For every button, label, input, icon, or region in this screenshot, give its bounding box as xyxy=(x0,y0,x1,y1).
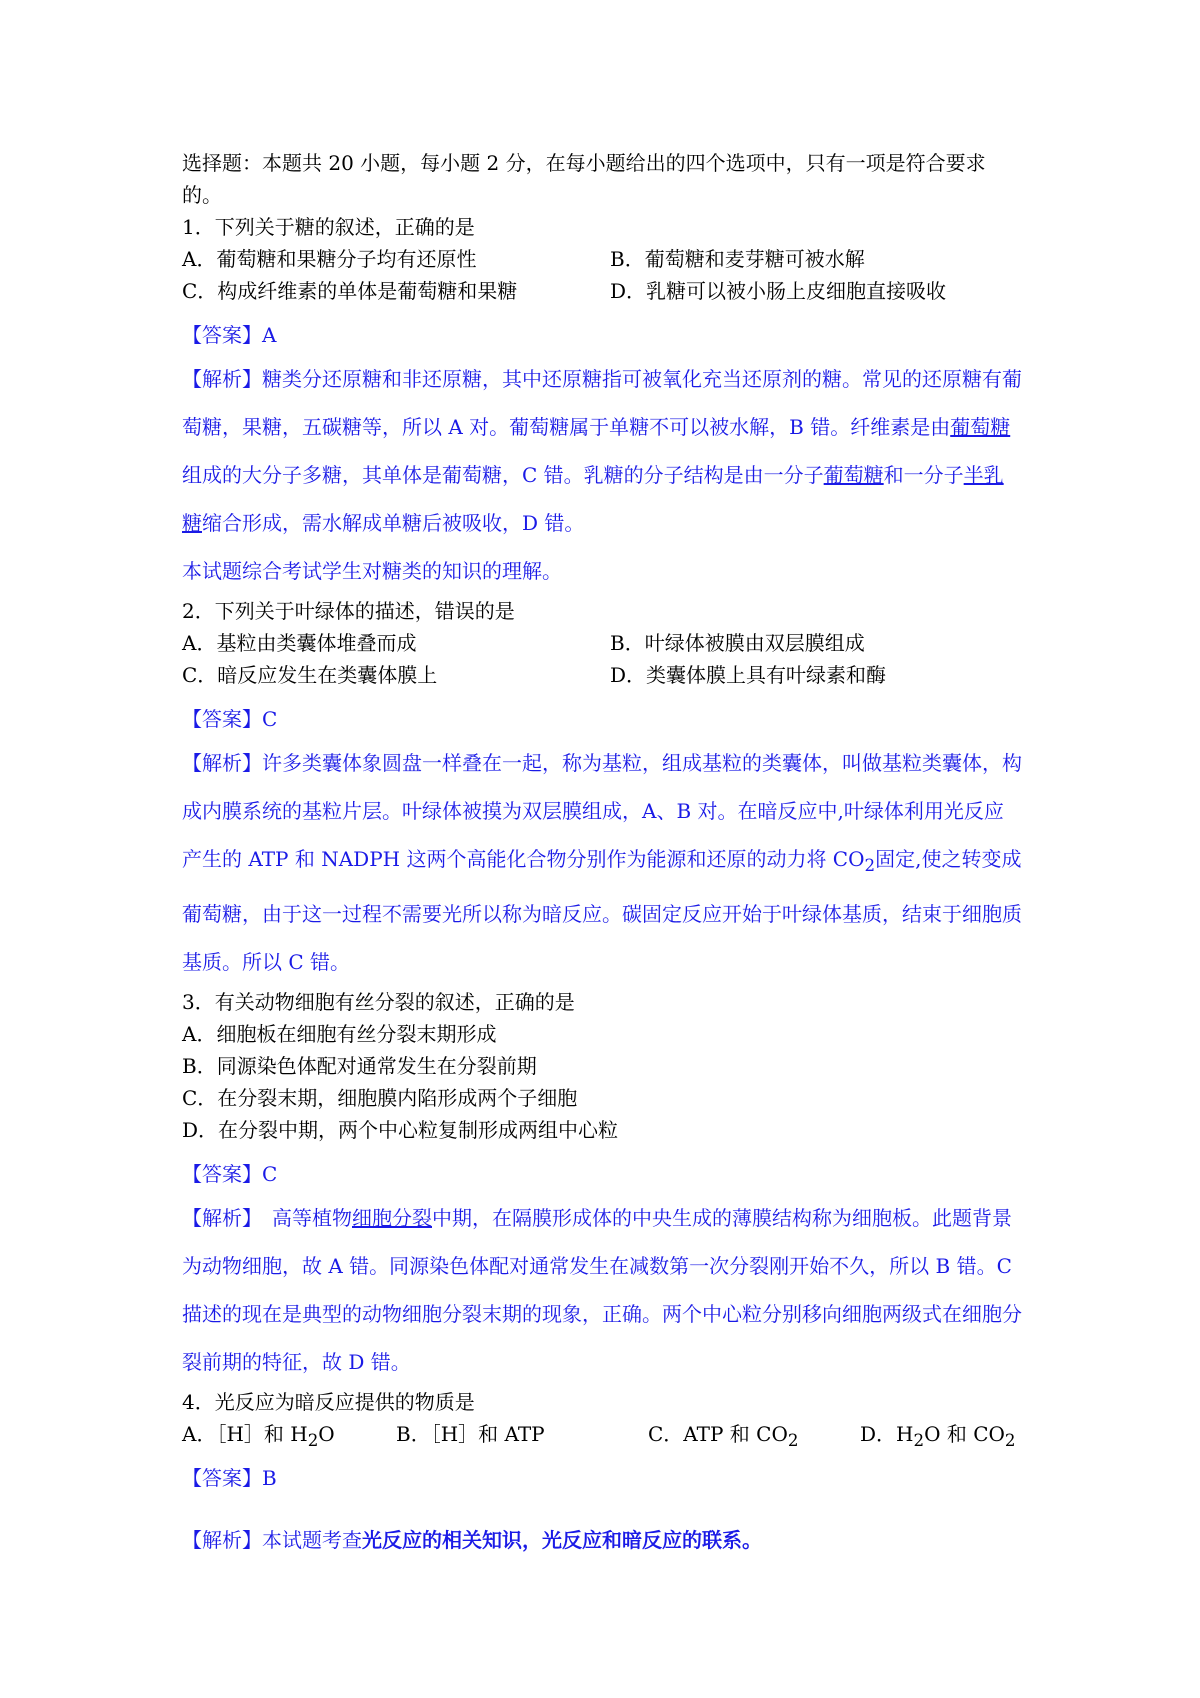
analysis-text: 中期，在隔膜形成体的中央生成的薄膜结构称为细胞板。此题背景为动物细胞，故 A 错。同源染色体配对通常发生在减数第一次分裂刚开始不久，所以 B 错。C 描述的现在是典型的动物细胞分裂末期的现象，正确。两个中心粒分别移向细胞两级式在细胞分裂前期的特征，故 D 错。 xyxy=(182,1206,1022,1374)
question-4-answer: 【答案】B xyxy=(182,1466,277,1490)
question-2-options-row-2 xyxy=(182,659,1022,691)
question-2-analysis xyxy=(182,739,1022,986)
analysis-label: 【解析】 xyxy=(182,751,262,775)
question-2-option-c: C．暗反应发生在类囊体膜上 xyxy=(182,663,438,687)
question-1-answer: 【答案】A xyxy=(182,323,277,347)
document-content xyxy=(182,147,1022,1564)
question-1-analysis xyxy=(182,355,1022,547)
question-1-option-a: A．葡萄糖和果糖分子均有还原性 xyxy=(182,247,477,271)
analysis-bold-text: 光反应的相关知识，光反应和暗反应的联系。 xyxy=(362,1528,762,1552)
question-3-option-c: C．在分裂末期，细胞膜内陷形成两个子细胞 xyxy=(182,1086,578,1110)
link-glucose[interactable]: 葡萄糖 xyxy=(823,463,884,487)
question-4-option-a xyxy=(182,1418,396,1450)
question-3-answer: 【答案】C xyxy=(182,1162,278,1186)
option-text: O xyxy=(318,1422,335,1446)
question-1-option-d: D．乳糖可以被小肠上皮细胞直接吸收 xyxy=(610,279,947,303)
question-1-option-c: C．构成纤维素的单体是葡萄糖和果糖 xyxy=(182,279,518,303)
question-4-option-c xyxy=(648,1418,860,1450)
subscript: 2 xyxy=(1004,1431,1016,1450)
analysis-text: 缩合形成，需水解成单糖后被吸收，D 错。 xyxy=(202,511,585,535)
question-2-stem: 2．下列关于叶绿体的描述，错误的是 xyxy=(182,599,515,623)
question-4-stem: 4．光反应为暗反应提供的物质是 xyxy=(182,1390,475,1414)
question-3-stem: 3．有关动物细胞有丝分裂的叙述，正确的是 xyxy=(182,990,575,1014)
question-2-options-row-1 xyxy=(182,627,1022,659)
option-text: O 和 CO xyxy=(924,1422,1005,1446)
analysis-text: 组成的大分子多糖，其单体是葡萄糖，C 错。乳糖的分子结构是由一分子 xyxy=(182,463,824,487)
analysis-text: 本试题考查 xyxy=(262,1528,362,1552)
question-1-note: 本试题综合考试学生对糖类的知识的理解。 xyxy=(182,559,562,583)
question-1-option-b: B．葡萄糖和麦芽糖可被水解 xyxy=(610,247,865,271)
analysis-text: 和一分子 xyxy=(883,463,964,487)
question-4-option-b: B．［H］和 ATP xyxy=(396,1422,545,1446)
option-text: A．［H］和 H xyxy=(182,1422,308,1446)
question-2-answer: 【答案】C xyxy=(182,707,278,731)
question-3-option-b: B．同源染色体配对通常发生在分裂前期 xyxy=(182,1054,537,1078)
section-intro: 选择题：本题共 20 小题，每小题 2 分，在每小题给出的四个选项中，只有一项是符合要求的。 xyxy=(182,151,986,207)
analysis-label: 【解析】 xyxy=(182,1528,262,1552)
question-4-option-d xyxy=(860,1418,1016,1450)
analysis-text: 固定,使之转变成葡萄糖，由于这一过程不需要光所以称为暗反应。碳固定反应开始于叶绿体基质，结束于细胞质基质。所以 C 错。 xyxy=(182,847,1022,974)
question-1-stem: 1．下列关于糖的叙述，正确的是 xyxy=(182,215,475,239)
analysis-text: 糖类分还原糖和非还原糖，其中还原糖指可被氧化充当还原剂的糖。常见的还原糖有葡萄糖，果糖，五碳糖等，所以 A 对。葡萄糖属于单糖不可以被水解，B 错。纤维素是由 xyxy=(182,367,1022,439)
question-2-option-a: A．基粒由类囊体堆叠而成 xyxy=(182,631,417,655)
link-cell-division[interactable]: 细胞分裂 xyxy=(352,1206,432,1230)
co2-subscript: 2 xyxy=(864,856,876,875)
analysis-text: 许多类囊体象圆盘一样叠在一起，称为基粒，组成基粒的类囊体，叫做基粒类囊体，构成内膜系统的基粒片层。叶绿体被摸为双层膜组成，A、B 对。在暗反应中,叶绿体利用光反应产生的 ATP 和 NADPH 这两个高能化合物分别作为能源和还原的动力将 CO xyxy=(182,751,1022,871)
link-galactose[interactable]: 半乳糖 xyxy=(182,463,1004,535)
question-4-options xyxy=(182,1418,1022,1450)
analysis-text: 高等植物 xyxy=(252,1206,352,1230)
subscript: 2 xyxy=(913,1431,925,1450)
question-1-options-row-1 xyxy=(182,243,1022,275)
subscript: 2 xyxy=(787,1431,799,1450)
subscript: 2 xyxy=(307,1431,319,1450)
analysis-label: 【解析】 xyxy=(182,367,262,391)
question-3-analysis xyxy=(182,1194,1022,1386)
analysis-label: 【解析】 xyxy=(182,1206,252,1230)
option-text: C．ATP 和 CO xyxy=(648,1422,788,1446)
question-3-option-d: D．在分裂中期，两个中心粒复制形成两组中心粒 xyxy=(182,1118,619,1142)
question-4-analysis xyxy=(182,1516,1022,1564)
question-2-option-b: B．叶绿体被膜由双层膜组成 xyxy=(610,631,865,655)
question-2-option-d: D．类囊体膜上具有叶绿素和酶 xyxy=(610,663,887,687)
question-3-option-a: A．细胞板在细胞有丝分裂末期形成 xyxy=(182,1022,497,1046)
link-glucose[interactable]: 葡萄糖 xyxy=(950,415,1011,439)
option-text: D．H xyxy=(860,1422,914,1446)
question-1-options-row-2 xyxy=(182,275,1022,307)
